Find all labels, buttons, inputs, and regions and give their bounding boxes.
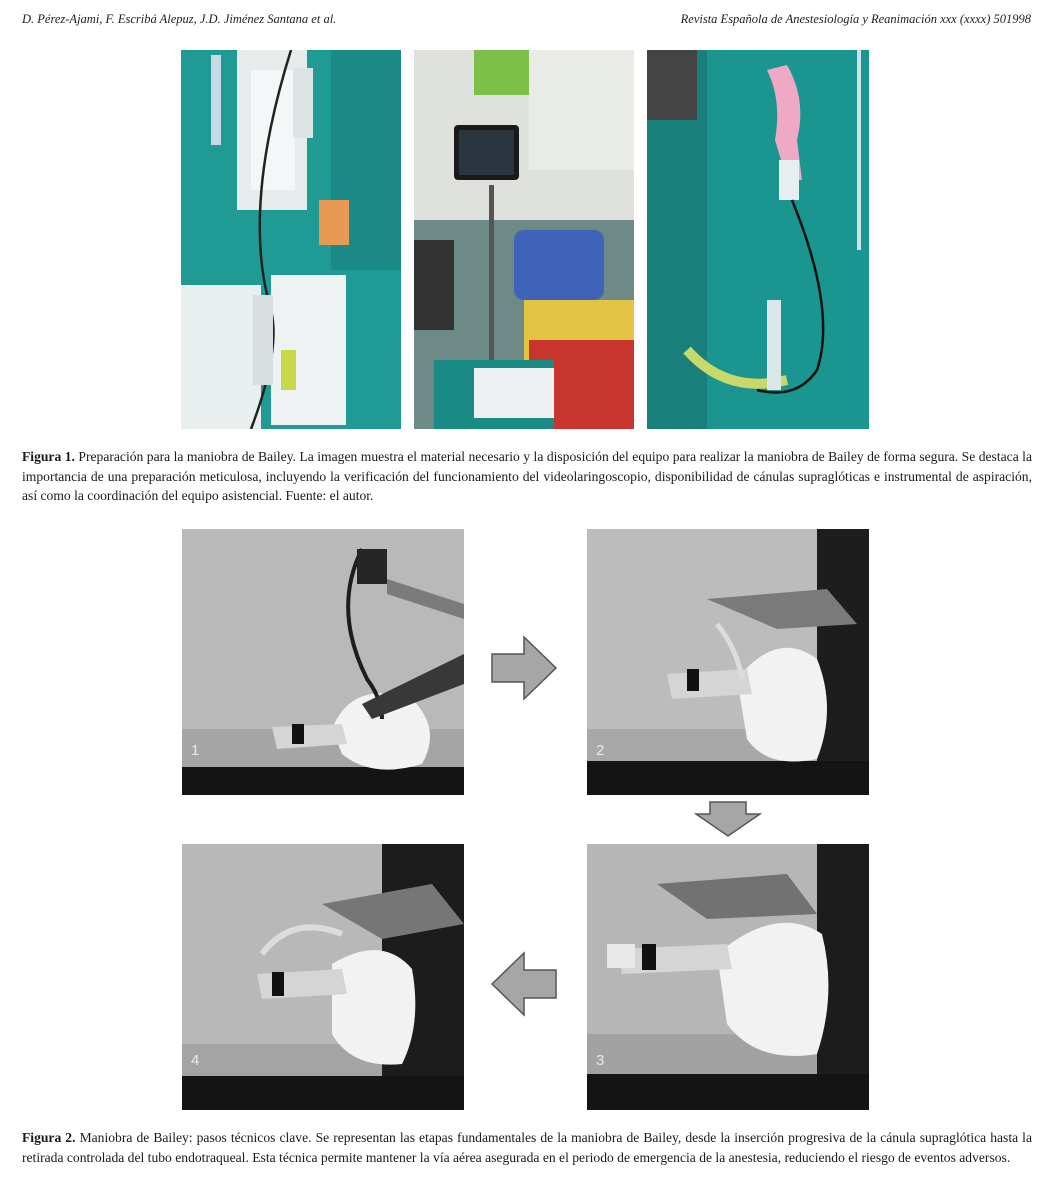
figure1-photo-right (647, 50, 869, 429)
arrow-left-icon (490, 950, 558, 1018)
figure2-step2-photo (587, 529, 869, 795)
figure1-caption-text: Preparación para la maniobra de Bailey. La imagen muestra el material necesario y la disposición del equipo para realizar la maniobra de Bailey de forma segura. Se destaca la importancia de una preparación meticulosa, incluyendo la verificación del funcionamiento del videolaringoscopio, disponibilidad de cánulas supraglóticas e instrumental de aspiración, así como la coordinación del equipo asistencial. Fuente: el autor. (22, 449, 1032, 503)
figure1-label: Figura 1. (22, 449, 75, 464)
running-header-journal: Revista Española de Anestesiología y Reanimación xxx (xxxx) 501998 (680, 12, 1031, 26)
figure2-step4-photo (182, 844, 464, 1110)
figure2-caption-text: Maniobra de Bailey: pasos técnicos clave. Se representan las etapas fundamentales de la maniobra de Bailey, desde la inserción progresiva de la cánula supraglótica hasta la retirada controlada del tubo endotraqueal. Esta técnica permite mantener la vía aérea asegurada en el periodo de emergencia de la anestesia, reduciendo el riesgo de eventos adversos. (22, 1130, 1032, 1165)
figure2-label: Figura 2. (22, 1130, 76, 1145)
arrow-right-icon (490, 634, 558, 702)
step-number-3: 3 (596, 1052, 605, 1069)
arrow-down-icon (694, 800, 762, 838)
figure1-photo-left (181, 50, 401, 429)
running-header-authors: D. Pérez-Ajami, F. Escribá Alepuz, J.D. Jiménez Santana et al. (22, 12, 337, 26)
figure1-caption (22, 447, 1032, 506)
figure2-step3-photo (587, 844, 869, 1110)
step-number-1: 1 (191, 742, 200, 759)
step-number-2: 2 (596, 742, 605, 759)
figure1-photo-center (414, 50, 634, 429)
step-number-4: 4 (191, 1052, 200, 1069)
figure2-step1-photo (182, 529, 464, 795)
figure2-caption (22, 1128, 1032, 1167)
